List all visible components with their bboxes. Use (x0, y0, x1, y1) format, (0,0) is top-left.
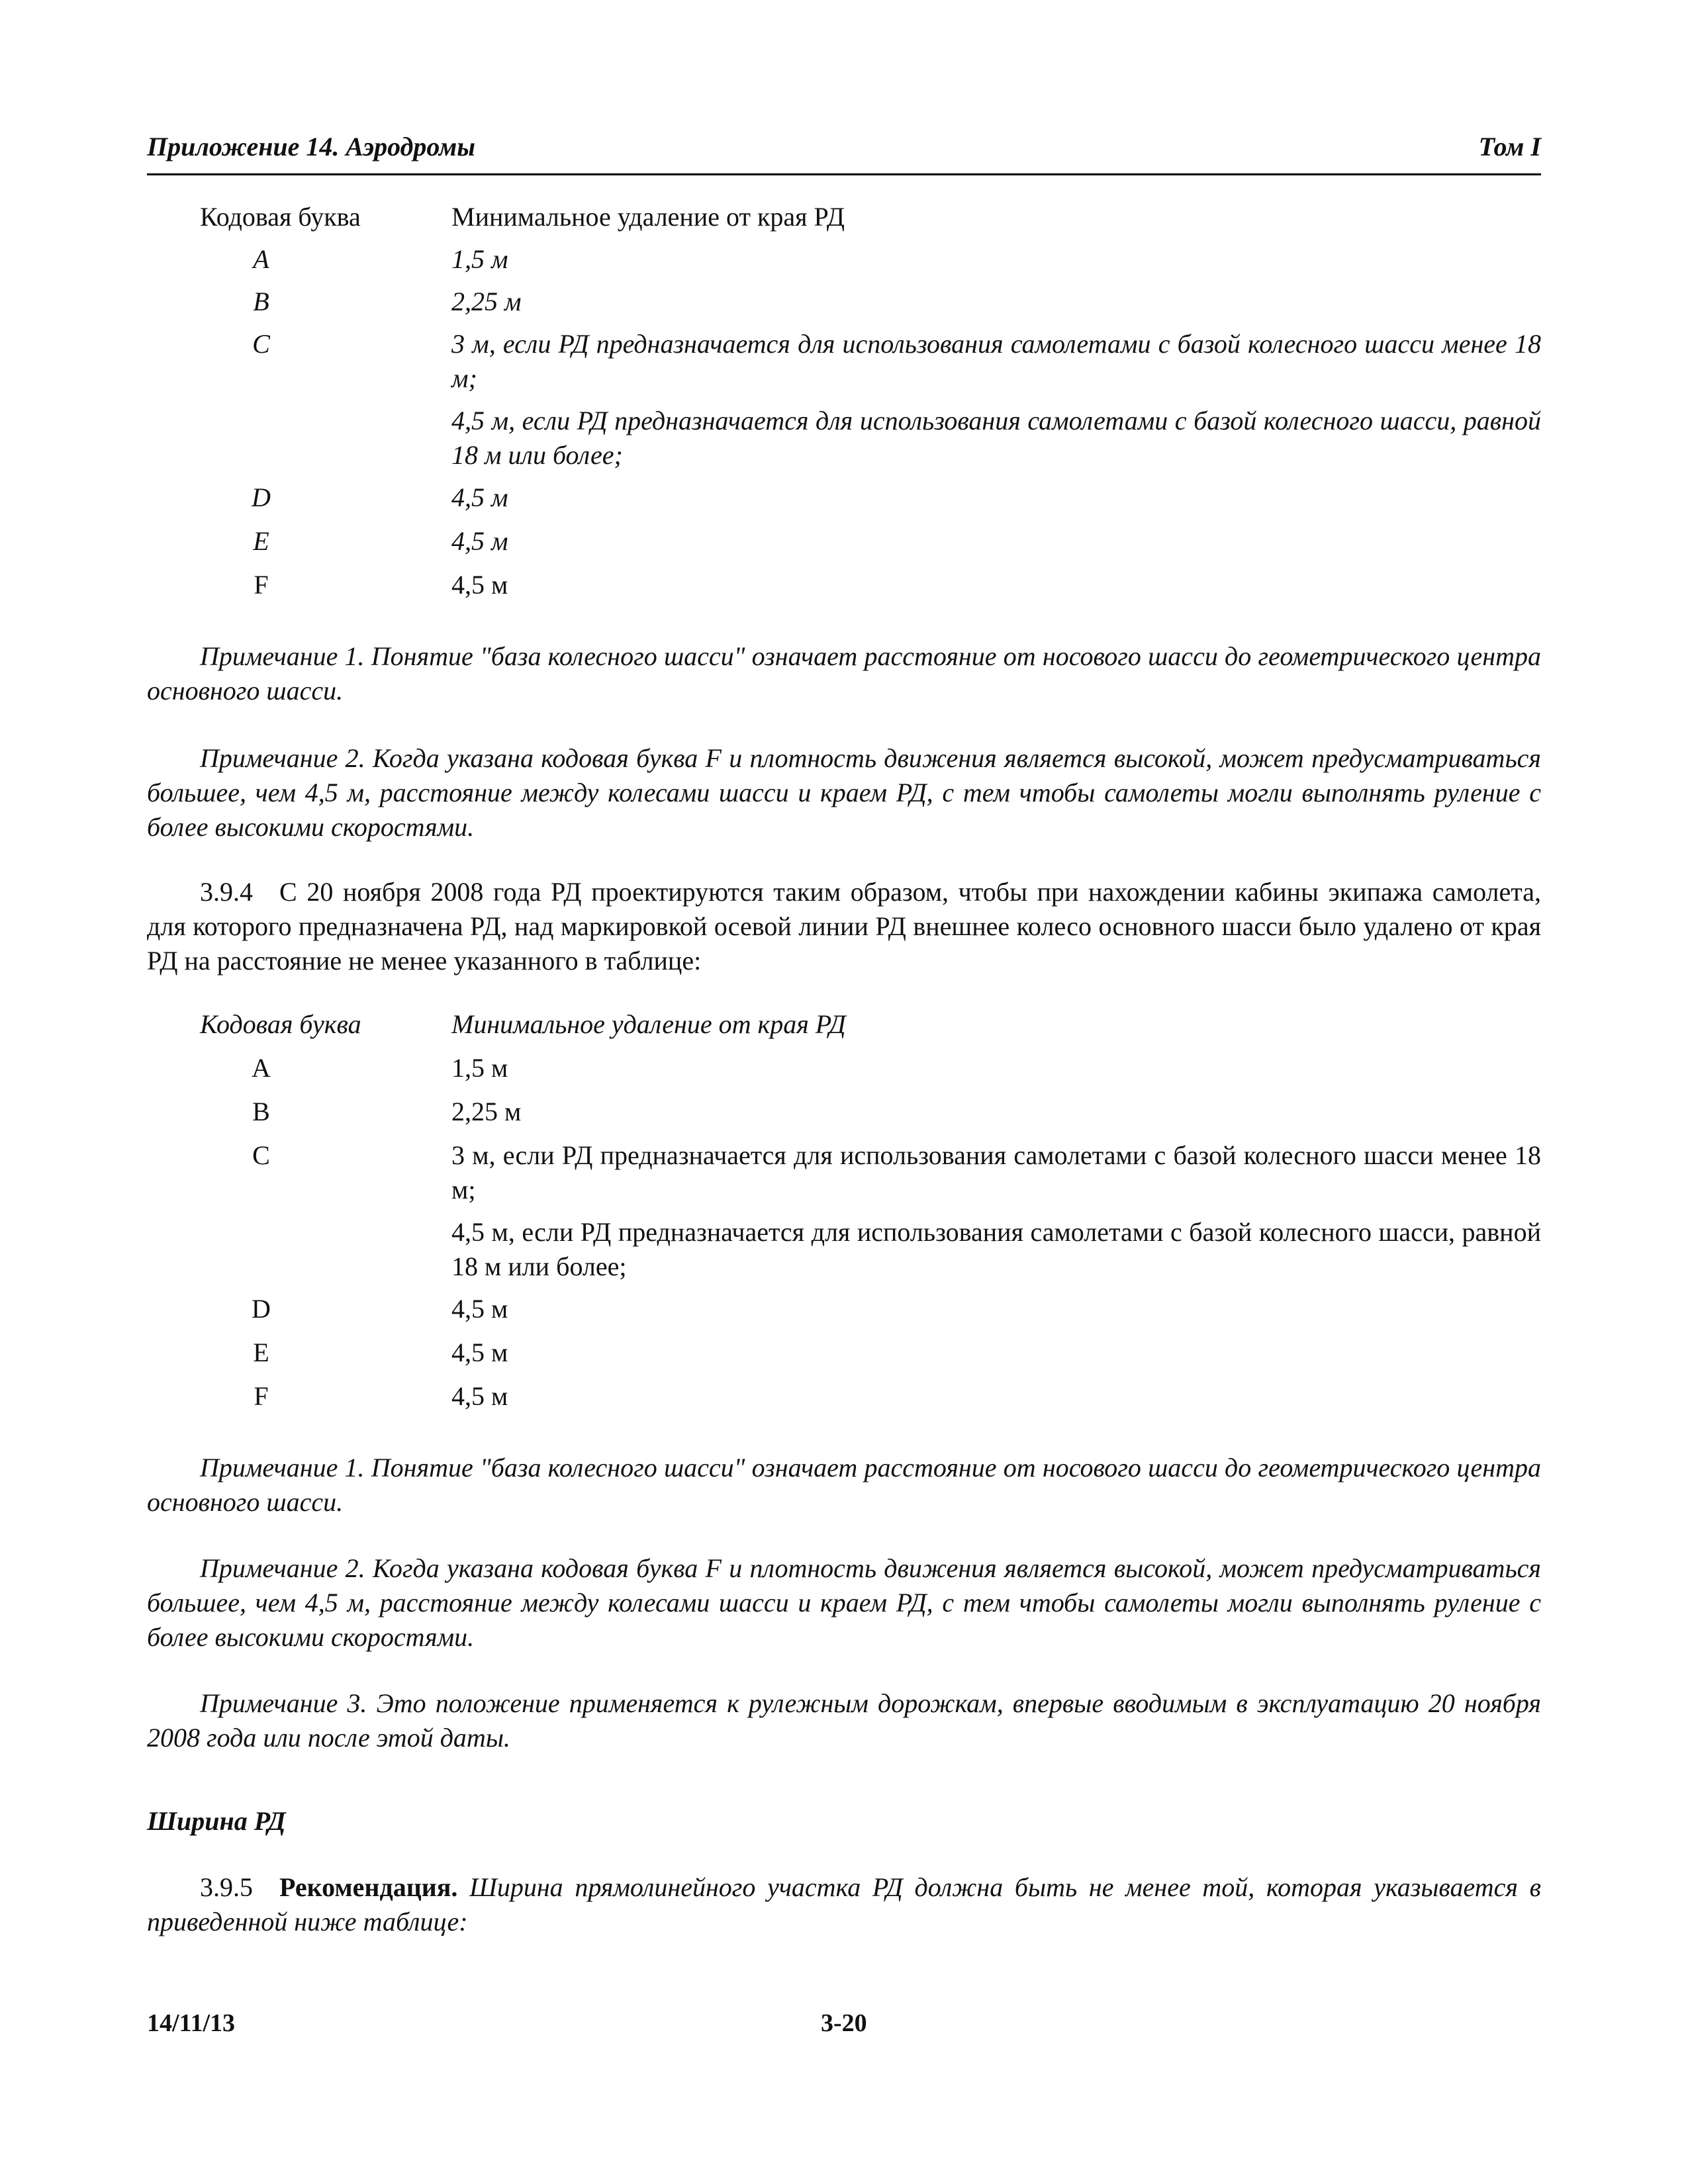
row-code: B (253, 287, 269, 316)
row-code: C (252, 1140, 270, 1170)
recommendation-label: Рекомендация. (279, 1872, 458, 1902)
note-1 (147, 1451, 1541, 1520)
column-header-code: Кодовая буква (200, 1009, 361, 1039)
page-footer (147, 2009, 1541, 2042)
row-value: 3 м, если РД предназначается для использования самолетами с базой колесного шасси менее 18 м; (451, 1140, 1541, 1205)
section-heading: Ширина РД (147, 1806, 286, 1836)
note-text: Примечание 1. Понятие "база колесного шасси" означает расстояние от носового шасси до геометрического центра основного шасси. (147, 1453, 1541, 1517)
paragraph-body: С 20 ноября 2008 года РД проектируются таким образом, чтобы при нахождении кабины экипажа самолета, для которого предназначена РД, над маркировкой осевой линии РД внешнее колесо основного шасси было удалено от края РД на расстояние не менее указанного в таблице: (147, 877, 1541, 976)
header-divider (147, 173, 1541, 175)
row-code: E (253, 526, 269, 556)
row-value: 1,5 м (451, 244, 508, 274)
paragraph-3-9-4 (147, 875, 1541, 978)
note-3 (147, 1686, 1541, 1755)
row-value: 2,25 м (451, 287, 522, 316)
note-2 (147, 1551, 1541, 1655)
row-code: D (252, 482, 271, 512)
document-page (147, 0, 1541, 2184)
paragraph-body: Ширина прямолинейного участка РД должна быть не менее той, которая указывается в приведенной ниже таблице: (147, 1872, 1542, 1936)
row-code: E (253, 1338, 269, 1367)
row-value: 4,5 м, если РД предназначается для использования самолетами с базой колесного шасси, равной 18 м или более; (451, 406, 1541, 470)
row-code: A (253, 244, 269, 274)
row-value: 4,5 м, если РД предназначается для использования самолетами с базой колесного шасси, равной 18 м или более; (451, 1217, 1541, 1281)
paragraph-text (147, 1870, 1541, 1939)
column-header-value: Минимальное удаление от края РД (451, 1009, 846, 1039)
row-code: F (254, 1381, 269, 1411)
row-code: A (252, 1053, 271, 1083)
note-text: Примечание 3. Это положение применяется к рулежным дорожкам, впервые вводимым в эксплуатацию 20 ноября 2008 года или после этой даты. (147, 1688, 1541, 1752)
paragraph-3-9-5 (147, 1870, 1541, 1939)
column-header-value: Минимальное удаление от края РД (451, 202, 845, 232)
row-code: D (252, 1294, 271, 1324)
paragraph-number: 3.9.5 (200, 1872, 253, 1902)
row-value: 4,5 м (451, 1338, 508, 1367)
row-value: 4,5 м (451, 526, 508, 556)
row-value: 3 м, если РД предназначается для использования самолетами с базой колесного шасси менее 18 м; (451, 329, 1541, 393)
row-value: 2,25 м (451, 1097, 522, 1126)
note-text: Примечание 2. Когда указана кодовая буква F и плотность движения является высокой, может предусматриваться большее, чем 4,5 м, расстояние между колесами шасси и краем РД, с тем чтобы самолеты могли выполнять руление с более высокими скоростями. (147, 743, 1541, 842)
row-value: 4,5 м (451, 1381, 508, 1411)
header-volume: Том I (1478, 132, 1541, 161)
row-code: F (254, 570, 269, 600)
note-text: Примечание 2. Когда указана кодовая буква F и плотность движения является высокой, может предусматриваться большее, чем 4,5 м, расстояние между колесами шасси и краем РД, с тем чтобы самолеты могли выполнять руление с более высокими скоростями. (147, 1553, 1541, 1652)
row-value: 4,5 м (451, 482, 508, 512)
column-header-code: Кодовая буква (200, 202, 361, 232)
paragraph-number: 3.9.4 (200, 877, 253, 907)
running-header (147, 131, 1541, 162)
note-text: Примечание 1. Понятие "база колесного шасси" означает расстояние от носового шасси до геометрического центра основного шасси. (147, 641, 1541, 705)
row-code: C (252, 329, 270, 359)
row-value: 4,5 м (451, 1294, 508, 1324)
page-number: 3-20 (821, 2009, 867, 2037)
note-1 (147, 639, 1541, 708)
row-value: 1,5 м (451, 1053, 508, 1083)
footer-date: 14/11/13 (147, 2009, 236, 2037)
header-title: Приложение 14. Аэродромы (147, 132, 476, 161)
row-code: B (252, 1097, 270, 1126)
note-2 (147, 741, 1541, 844)
row-value: 4,5 м (451, 570, 508, 600)
paragraph-text (147, 875, 1541, 978)
